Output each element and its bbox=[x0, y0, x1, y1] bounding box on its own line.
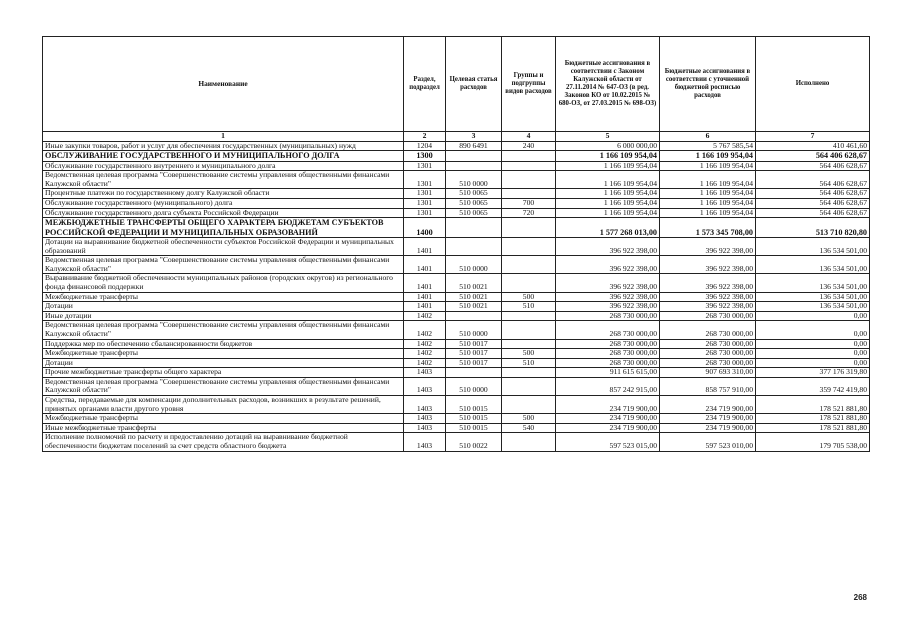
row-group bbox=[502, 256, 556, 274]
row-name: Обслуживание государственного долга субъекта Российской Федерации bbox=[43, 208, 404, 218]
header-assignments-refined: Бюджетные ассигнования в соответствии с уточненной бюджетной росписью расходов bbox=[660, 37, 756, 132]
row-section: 1300 bbox=[404, 151, 446, 161]
row-assignments-refined: 234 719 900,00 bbox=[660, 423, 756, 433]
row-group bbox=[502, 368, 556, 378]
row-section: 1403 bbox=[404, 414, 446, 424]
row-section: 1400 bbox=[404, 218, 446, 238]
row-section: 1403 bbox=[404, 396, 446, 414]
row-section: 1301 bbox=[404, 161, 446, 171]
row-assignments-law: 396 922 398,00 bbox=[556, 302, 660, 312]
row-executed: 178 521 881,80 bbox=[756, 423, 870, 433]
row-name: Межбюджетные трансферты bbox=[43, 414, 404, 424]
row-assignments-refined: 234 719 900,00 bbox=[660, 414, 756, 424]
row-section: 1301 bbox=[404, 208, 446, 218]
row-executed: 513 710 820,80 bbox=[756, 218, 870, 238]
row-assignments-law: 396 922 398,00 bbox=[556, 292, 660, 302]
row-assignments-refined: 858 757 910,00 bbox=[660, 377, 756, 395]
column-number: 2 bbox=[404, 132, 446, 142]
row-assignments-law: 234 719 900,00 bbox=[556, 414, 660, 424]
row-section: 1301 bbox=[404, 189, 446, 199]
table-row bbox=[43, 433, 870, 451]
row-target: 510 0065 bbox=[446, 198, 502, 208]
row-name: Обслуживание государственного внутреннего и муниципального долга bbox=[43, 161, 404, 171]
row-assignments-law: 396 922 398,00 bbox=[556, 237, 660, 255]
row-target: 510 0000 bbox=[446, 377, 502, 395]
row-group: 720 bbox=[502, 208, 556, 218]
table-row bbox=[43, 171, 870, 189]
row-section: 1204 bbox=[404, 141, 446, 151]
document-page bbox=[42, 36, 869, 452]
row-assignments-law: 396 922 398,00 bbox=[556, 274, 660, 292]
table-row bbox=[43, 189, 870, 199]
row-section: 1401 bbox=[404, 274, 446, 292]
row-executed: 0,00 bbox=[756, 311, 870, 321]
row-executed: 564 406 628,67 bbox=[756, 198, 870, 208]
table-row bbox=[43, 311, 870, 321]
row-assignments-law: 268 730 000,00 bbox=[556, 349, 660, 359]
row-name: Ведомственная целевая программа "Совершенствование системы управления общественными финансами Калужской области" bbox=[43, 256, 404, 274]
row-name: Иные межбюджетные трансферты bbox=[43, 423, 404, 433]
row-group bbox=[502, 274, 556, 292]
row-executed: 564 406 628,67 bbox=[756, 151, 870, 161]
row-section: 1401 bbox=[404, 256, 446, 274]
table-row bbox=[43, 274, 870, 292]
header-groups: Группы и подгруппы видов расходов bbox=[502, 37, 556, 132]
row-group: 700 bbox=[502, 198, 556, 208]
row-group: 500 bbox=[502, 292, 556, 302]
header-target: Целевая статья расходов bbox=[446, 37, 502, 132]
row-target: 510 0017 bbox=[446, 339, 502, 349]
row-executed: 410 461,60 bbox=[756, 141, 870, 151]
column-number: 4 bbox=[502, 132, 556, 142]
row-executed: 136 534 501,00 bbox=[756, 274, 870, 292]
row-target: 510 0000 bbox=[446, 171, 502, 189]
row-assignments-refined: 396 922 398,00 bbox=[660, 256, 756, 274]
row-target: 510 0022 bbox=[446, 433, 502, 451]
row-assignments-refined: 396 922 398,00 bbox=[660, 302, 756, 312]
page-number: 268 bbox=[853, 593, 867, 602]
row-assignments-refined: 396 922 398,00 bbox=[660, 274, 756, 292]
row-target bbox=[446, 368, 502, 378]
column-number: 3 bbox=[446, 132, 502, 142]
row-target: 510 0015 bbox=[446, 423, 502, 433]
row-assignments-law: 1 166 109 954,04 bbox=[556, 151, 660, 161]
table-row bbox=[43, 339, 870, 349]
row-assignments-law: 1 166 109 954,04 bbox=[556, 161, 660, 171]
row-executed: 0,00 bbox=[756, 321, 870, 339]
row-assignments-refined: 396 922 398,00 bbox=[660, 292, 756, 302]
row-assignments-refined: 1 166 109 954,04 bbox=[660, 198, 756, 208]
table-row bbox=[43, 321, 870, 339]
table-row bbox=[43, 208, 870, 218]
table-row bbox=[43, 256, 870, 274]
table-row bbox=[43, 302, 870, 312]
row-assignments-refined: 597 523 010,00 bbox=[660, 433, 756, 451]
row-assignments-law: 597 523 015,00 bbox=[556, 433, 660, 451]
row-target: 510 0000 bbox=[446, 321, 502, 339]
row-section: 1403 bbox=[404, 423, 446, 433]
row-assignments-refined: 1 166 109 954,04 bbox=[660, 189, 756, 199]
row-target bbox=[446, 151, 502, 161]
row-section: 1402 bbox=[404, 339, 446, 349]
header-section: Раздел, подраздел bbox=[404, 37, 446, 132]
row-assignments-refined: 234 719 900,00 bbox=[660, 396, 756, 414]
row-assignments-refined: 268 730 000,00 bbox=[660, 339, 756, 349]
row-assignments-law: 268 730 000,00 bbox=[556, 358, 660, 368]
row-executed: 564 406 628,67 bbox=[756, 161, 870, 171]
row-assignments-refined: 1 573 345 708,00 bbox=[660, 218, 756, 238]
table-row bbox=[43, 161, 870, 171]
row-assignments-law: 911 615 615,00 bbox=[556, 368, 660, 378]
row-assignments-refined: 396 922 398,00 bbox=[660, 237, 756, 255]
row-name: Иные дотации bbox=[43, 311, 404, 321]
row-target bbox=[446, 218, 502, 238]
table-row bbox=[43, 414, 870, 424]
row-name: Поддержка мер по обеспечению сбалансированности бюджетов bbox=[43, 339, 404, 349]
row-name: Дотации на выравнивание бюджетной обеспеченности субъектов Российской Федерации и муниципальных образований bbox=[43, 237, 404, 255]
row-name: Средства, передаваемые для компенсации дополнительных расходов, возникших в результате решений, принятых органами власти другого уровня bbox=[43, 396, 404, 414]
table-row bbox=[43, 151, 870, 161]
column-number-row bbox=[43, 132, 870, 142]
row-assignments-refined: 1 166 109 954,04 bbox=[660, 161, 756, 171]
row-name: ОБСЛУЖИВАНИЕ ГОСУДАРСТВЕННОГО И МУНИЦИПАЛЬНОГО ДОЛГА bbox=[43, 151, 404, 161]
row-assignments-refined: 907 693 310,00 bbox=[660, 368, 756, 378]
row-name: Выравнивание бюджетной обеспеченности муниципальных районов (городских округов) из регионального фонда финансовой поддержки bbox=[43, 274, 404, 292]
row-group: 500 bbox=[502, 349, 556, 359]
row-section: 1301 bbox=[404, 198, 446, 208]
row-assignments-law: 268 730 000,00 bbox=[556, 311, 660, 321]
row-name: Межбюджетные трансферты bbox=[43, 292, 404, 302]
row-name: Прочие межбюджетные трансферты общего характера bbox=[43, 368, 404, 378]
row-assignments-refined: 268 730 000,00 bbox=[660, 311, 756, 321]
table-row bbox=[43, 218, 870, 238]
row-section: 1402 bbox=[404, 311, 446, 321]
table-row bbox=[43, 423, 870, 433]
row-assignments-refined: 268 730 000,00 bbox=[660, 358, 756, 368]
row-target: 510 0015 bbox=[446, 414, 502, 424]
table-row bbox=[43, 368, 870, 378]
row-assignments-law: 396 922 398,00 bbox=[556, 256, 660, 274]
row-executed: 377 176 319,80 bbox=[756, 368, 870, 378]
row-group: 510 bbox=[502, 302, 556, 312]
row-group: 500 bbox=[502, 414, 556, 424]
row-executed: 564 406 628,67 bbox=[756, 171, 870, 189]
row-name: Процентные платежи по государственному долгу Калужской области bbox=[43, 189, 404, 199]
row-assignments-law: 1 166 109 954,04 bbox=[556, 171, 660, 189]
row-name: МЕЖБЮДЖЕТНЫЕ ТРАНСФЕРТЫ ОБЩЕГО ХАРАКТЕРА БЮДЖЕТАМ СУБЪЕКТОВ РОССИЙСКОЙ ФЕДЕРАЦИИ И МУНИЦИПАЛЬНЫХ ОБРАЗОВАНИЙ bbox=[43, 218, 404, 238]
row-name: Обслуживание государственного (муниципального) долга bbox=[43, 198, 404, 208]
row-section: 1402 bbox=[404, 349, 446, 359]
row-group bbox=[502, 189, 556, 199]
row-group bbox=[502, 377, 556, 395]
row-assignments-refined: 1 166 109 954,04 bbox=[660, 171, 756, 189]
row-assignments-law: 6 000 000,00 bbox=[556, 141, 660, 151]
row-target: 890 6491 bbox=[446, 141, 502, 151]
row-target: 510 0021 bbox=[446, 302, 502, 312]
row-target: 510 0015 bbox=[446, 396, 502, 414]
header-executed: Исполнено bbox=[756, 37, 870, 132]
row-assignments-law: 268 730 000,00 bbox=[556, 339, 660, 349]
row-assignments-law: 268 730 000,00 bbox=[556, 321, 660, 339]
row-assignments-refined: 5 767 585,54 bbox=[660, 141, 756, 151]
table-row bbox=[43, 198, 870, 208]
row-name: Дотации bbox=[43, 302, 404, 312]
row-target: 510 0065 bbox=[446, 189, 502, 199]
row-target: 510 0017 bbox=[446, 349, 502, 359]
row-target bbox=[446, 237, 502, 255]
row-target bbox=[446, 311, 502, 321]
row-name: Межбюджетные трансферты bbox=[43, 349, 404, 359]
row-section: 1403 bbox=[404, 433, 446, 451]
row-assignments-refined: 1 166 109 954,04 bbox=[660, 151, 756, 161]
row-name: Ведомственная целевая программа "Совершенствование системы управления общественными финансами Калужской области" bbox=[43, 321, 404, 339]
row-assignments-law: 1 166 109 954,04 bbox=[556, 208, 660, 218]
row-executed: 136 534 501,00 bbox=[756, 302, 870, 312]
row-assignments-law: 857 242 915,00 bbox=[556, 377, 660, 395]
row-executed: 564 406 628,67 bbox=[756, 208, 870, 218]
row-executed: 136 534 501,00 bbox=[756, 292, 870, 302]
row-name: Ведомственная целевая программа "Совершенствование системы управления общественными финансами Калужской области" bbox=[43, 377, 404, 395]
row-group bbox=[502, 311, 556, 321]
row-group: 540 bbox=[502, 423, 556, 433]
row-executed: 0,00 bbox=[756, 339, 870, 349]
row-assignments-law: 1 577 268 013,00 bbox=[556, 218, 660, 238]
table-row bbox=[43, 396, 870, 414]
row-group bbox=[502, 218, 556, 238]
row-executed: 564 406 628,67 bbox=[756, 189, 870, 199]
column-number: 6 bbox=[660, 132, 756, 142]
row-name: Ведомственная целевая программа "Совершенствование системы управления общественными финансами Калужской области" bbox=[43, 171, 404, 189]
row-section: 1401 bbox=[404, 302, 446, 312]
table-row bbox=[43, 377, 870, 395]
row-assignments-refined: 1 166 109 954,04 bbox=[660, 208, 756, 218]
row-group bbox=[502, 396, 556, 414]
row-name: Дотации bbox=[43, 358, 404, 368]
row-assignments-refined: 268 730 000,00 bbox=[660, 349, 756, 359]
row-section: 1403 bbox=[404, 368, 446, 378]
row-group bbox=[502, 237, 556, 255]
row-executed: 136 534 501,00 bbox=[756, 256, 870, 274]
row-executed: 178 521 881,80 bbox=[756, 396, 870, 414]
row-group bbox=[502, 433, 556, 451]
row-group bbox=[502, 161, 556, 171]
row-group bbox=[502, 339, 556, 349]
row-target: 510 0021 bbox=[446, 274, 502, 292]
row-group: 240 bbox=[502, 141, 556, 151]
row-section: 1402 bbox=[404, 321, 446, 339]
row-group bbox=[502, 171, 556, 189]
row-name: Исполнение полномочий по расчету и предоставлению дотаций на выравнивание бюджетной обеспеченности бюджетам поселений за счет средств областного бюджета bbox=[43, 433, 404, 451]
row-target: 510 0017 bbox=[446, 358, 502, 368]
header-name: Наименование bbox=[43, 37, 404, 132]
row-group bbox=[502, 151, 556, 161]
row-section: 1401 bbox=[404, 292, 446, 302]
row-executed: 179 705 538,00 bbox=[756, 433, 870, 451]
row-assignments-law: 1 166 109 954,04 bbox=[556, 198, 660, 208]
row-target: 510 0065 bbox=[446, 208, 502, 218]
row-section: 1301 bbox=[404, 171, 446, 189]
row-target bbox=[446, 161, 502, 171]
table-row bbox=[43, 141, 870, 151]
row-executed: 0,00 bbox=[756, 349, 870, 359]
column-number: 5 bbox=[556, 132, 660, 142]
row-executed: 178 521 881,80 bbox=[756, 414, 870, 424]
row-assignments-law: 1 166 109 954,04 bbox=[556, 189, 660, 199]
header-assignments-law: Бюджетные ассигнования в соответствии с Законом Калужской области от 27.11.2014 № 647-ОЗ (в ред. Законов КО от 10.02.2015 № 680-ОЗ, от 27.03.2015 № 698-ОЗ) bbox=[556, 37, 660, 132]
row-group: 510 bbox=[502, 358, 556, 368]
row-name: Иные закупки товаров, работ и услуг для обеспечения государственных (муниципальных) нужд bbox=[43, 141, 404, 151]
table-row bbox=[43, 292, 870, 302]
row-target: 510 0021 bbox=[446, 292, 502, 302]
row-assignments-law: 234 719 900,00 bbox=[556, 423, 660, 433]
row-assignments-law: 234 719 900,00 bbox=[556, 396, 660, 414]
row-executed: 0,00 bbox=[756, 358, 870, 368]
table-row bbox=[43, 237, 870, 255]
header-row bbox=[43, 37, 870, 132]
row-assignments-refined: 268 730 000,00 bbox=[660, 321, 756, 339]
budget-table bbox=[42, 36, 870, 452]
column-number: 1 bbox=[43, 132, 404, 142]
table-row bbox=[43, 358, 870, 368]
row-section: 1402 bbox=[404, 358, 446, 368]
table-row bbox=[43, 349, 870, 359]
row-executed: 359 742 419,80 bbox=[756, 377, 870, 395]
row-target: 510 0000 bbox=[446, 256, 502, 274]
row-section: 1401 bbox=[404, 237, 446, 255]
row-section: 1403 bbox=[404, 377, 446, 395]
row-group bbox=[502, 321, 556, 339]
column-number: 7 bbox=[756, 132, 870, 142]
row-executed: 136 534 501,00 bbox=[756, 237, 870, 255]
